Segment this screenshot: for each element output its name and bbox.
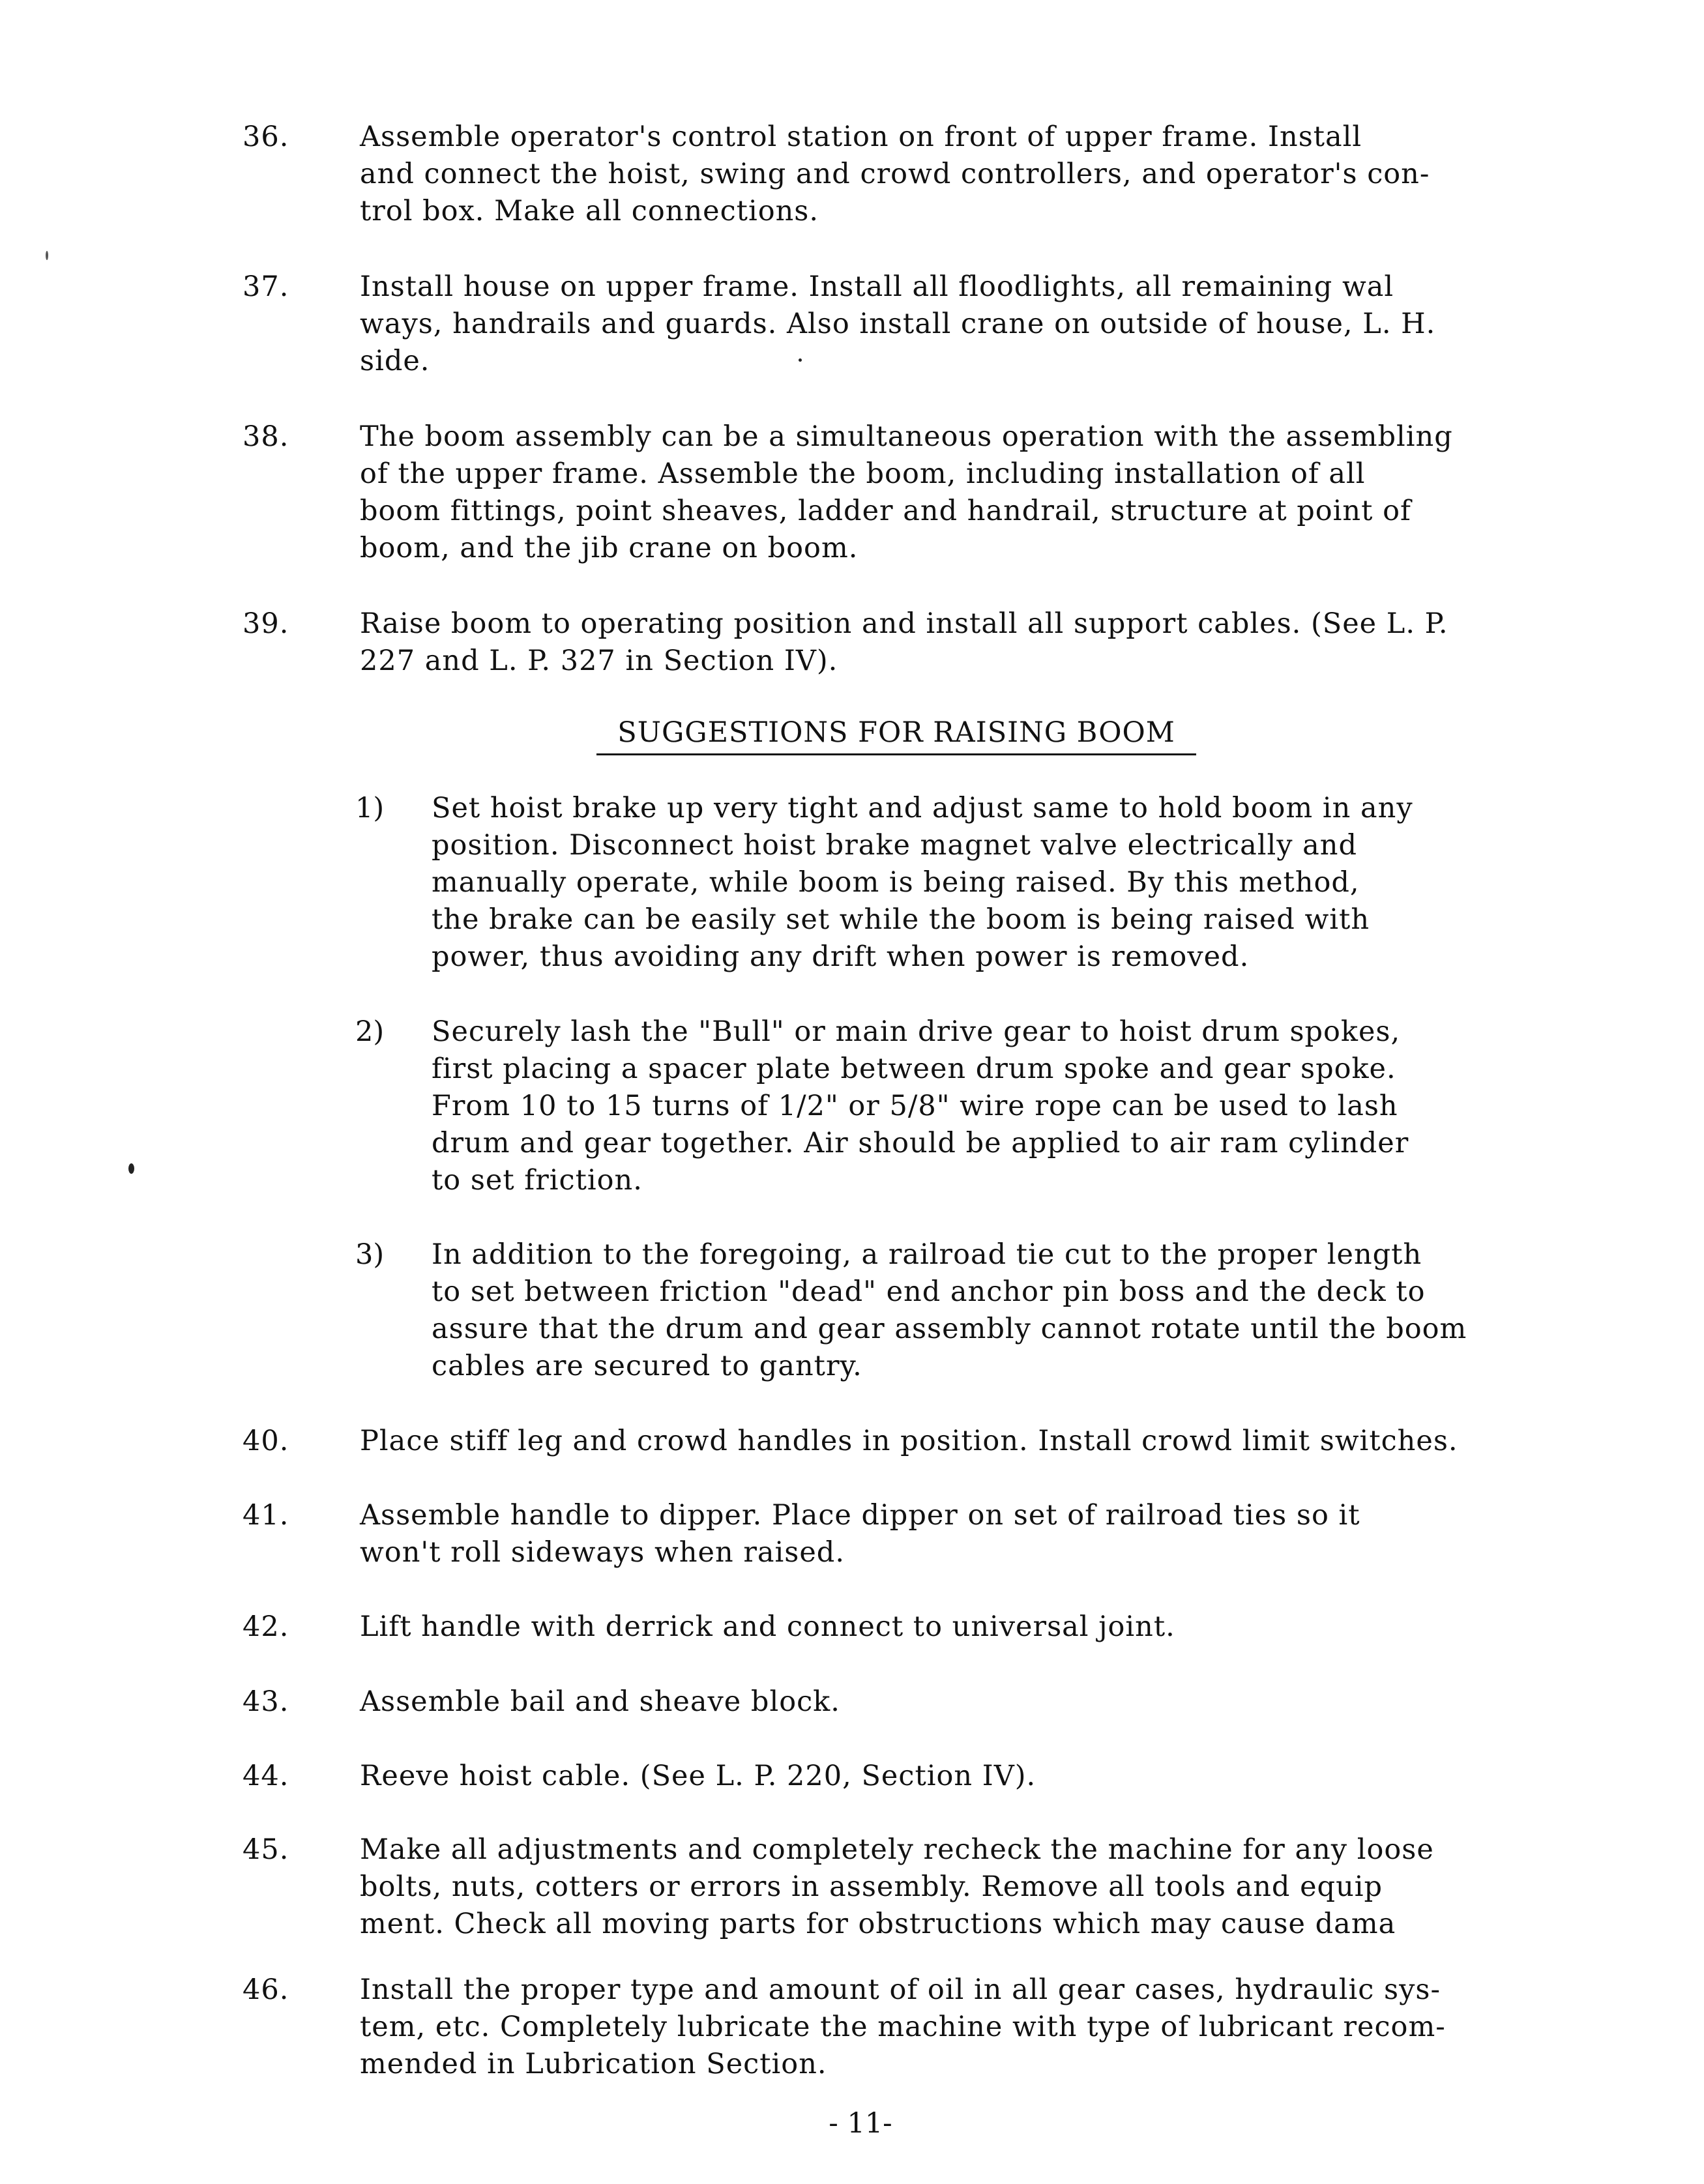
step-number: 40. [242, 1425, 289, 1457]
step-number: 44. [242, 1760, 289, 1792]
step-number: 41. [242, 1499, 289, 1532]
suggestion-text: Set hoist brake up very tight and adjust same to hold boom in any position. Disconnect hoist brake magnet valve electrically and manually operate, while boom is being raised. By this method, the brake can be easily set while the boom is being raised with power, thus avoiding any drift when power is removed. [432, 792, 1413, 973]
step-text: Assemble bail and sheave block. [360, 1685, 840, 1718]
page-number: - 11- [829, 2107, 892, 2140]
step-text: Place stiff leg and crowd handles in position. Install crowd limit switches. [360, 1425, 1458, 1457]
scan-speck [128, 1163, 134, 1174]
step-text: Reeve hoist cable. (See L. P. 220, Section IV). [360, 1760, 1036, 1792]
step-text: Make all adjustments and completely recheck the machine for any loose bolts, nuts, cotters or errors in assembly. Remove all tools and equip ment. Check all moving parts for obstructions which may cause dama [360, 1833, 1434, 1940]
step-text: The boom assembly can be a simultaneous operation with the assembling of the upper frame. Assemble the boom, including installation of all boom fittings, point sheaves, ladder and handrail, structure at point of boom, and the jib crane on boom. [360, 420, 1453, 564]
suggestion-text: Securely lash the "Bull" or main drive gear to hoist drum spokes, first placing a spacer plate between drum spoke and gear spoke. From 10 to 15 turns of 1/2" or 5/8" wire rope can be used to lash drum and gear together. Air should be applied to air ram cylinder to set friction. [432, 1015, 1409, 1197]
step-number: 39. [242, 607, 289, 640]
scan-speck [799, 358, 802, 362]
step-number: 45. [242, 1833, 289, 1866]
step-number: 37. [242, 270, 289, 303]
step-text: Install the proper type and amount of oil in all gear cases, hydraulic sys- tem, etc. Completely lubricate the machine with type of lubricant recom- mended in Lubrication Section. [360, 1973, 1446, 2080]
suggestion-number: 1) [355, 792, 385, 824]
suggestions-heading [596, 714, 1196, 751]
step-text: Assemble operator's control station on front of upper frame. Install and connect the hoist, swing and crowd controllers, and operator's con- trol box. Make all connections. [360, 121, 1430, 227]
suggestion-number: 2) [355, 1015, 385, 1048]
suggestion-text: In addition to the foregoing, a railroad tie cut to the proper length to set between friction "dead" end anchor pin boss and the deck to assure that the drum and gear assembly cannot rotate until the boom cables are secured to gantry. [432, 1238, 1467, 1382]
scan-speck [46, 251, 48, 260]
step-number: 36. [242, 121, 289, 153]
heading-text: SUGGESTIONS FOR RAISING BOOM [617, 716, 1175, 749]
step-number: 43. [242, 1685, 289, 1718]
step-text: Lift handle with derrick and connect to universal joint. [360, 1610, 1175, 1643]
step-number: 42. [242, 1610, 289, 1643]
step-text: Raise boom to operating position and install all support cables. (See L. P. 227 and L. P. 327 in Section IV). [360, 607, 1448, 677]
step-number: 38. [242, 420, 289, 453]
heading-underline [596, 753, 1196, 755]
step-number: 46. [242, 1973, 289, 2006]
step-text: Assemble handle to dipper. Place dipper on set of railroad ties so it won't roll sideways when raised. [360, 1499, 1360, 1569]
step-text: Install house on upper frame. Install all floodlights, all remaining wal ways, handrails and guards. Also install crane on outside of house, L. H. side. [360, 270, 1436, 377]
suggestion-number: 3) [355, 1238, 385, 1271]
